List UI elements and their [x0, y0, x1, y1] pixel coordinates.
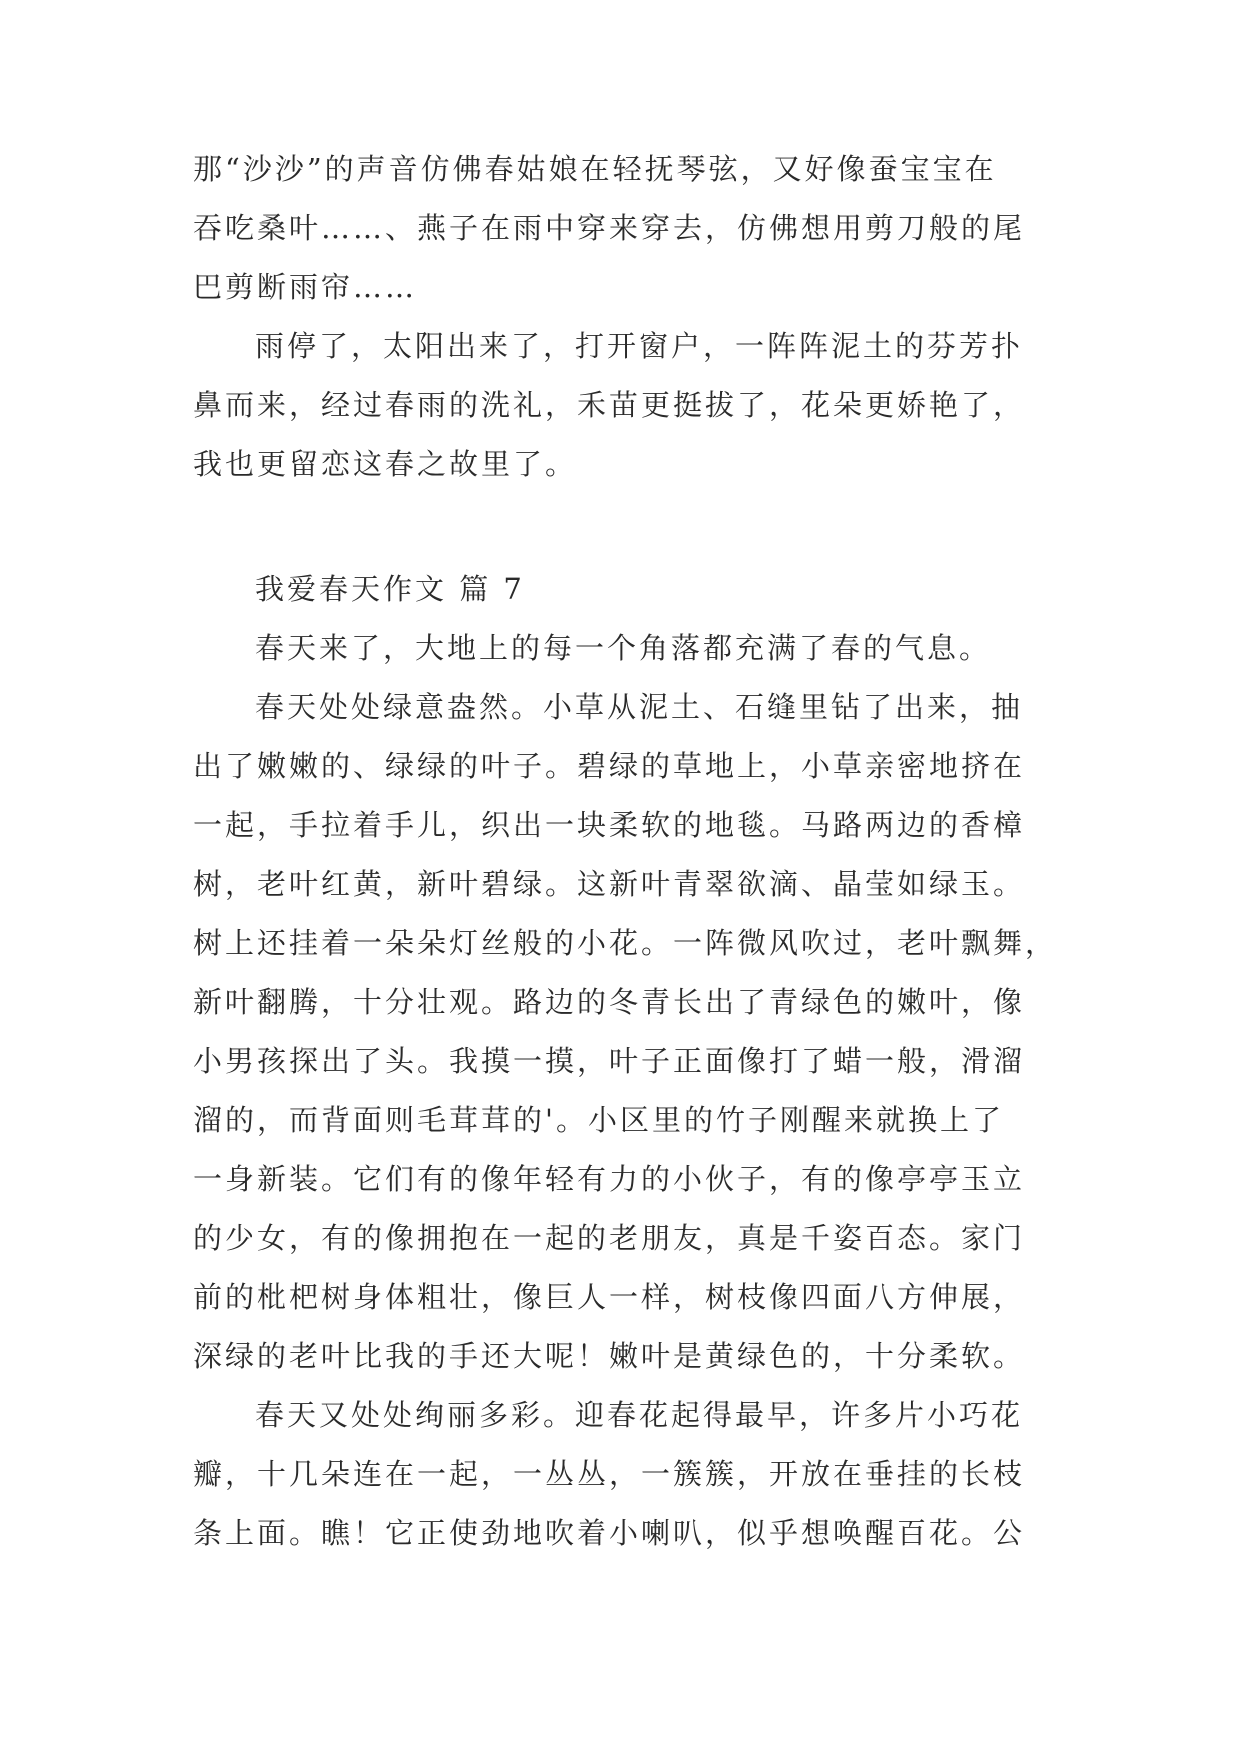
text-line: 溜的，而背面则毛茸茸的'。小区里的竹子刚醒来就换上了 — [193, 1103, 1004, 1137]
text-line: 一身新装。它们有的像年轻有力的小伙子，有的像亭亭玉立 — [193, 1162, 1026, 1196]
text-line: 鼻而来，经过春雨的洗礼，禾苗更挺拔了，花朵更娇艳了， — [193, 388, 1026, 422]
text-line: 雨停了，太阳出来了，打开窗户，一阵阵泥土的芬芳扑 — [255, 329, 1024, 363]
text-line: 的少女，有的像拥抱在一起的老朋友，真是千姿百态。家门 — [193, 1221, 1026, 1255]
text-line: 巴剪断雨帘…… — [193, 270, 418, 304]
paragraph — [193, 140, 1051, 317]
text-line: 吞吃桑叶……、燕子在雨中穿来穿去，仿佛想用剪刀般的尾 — [193, 211, 1026, 245]
essay-section — [193, 560, 1058, 1563]
paragraph — [193, 678, 1058, 1386]
text-line: 一起，手拉着手儿，织出一块柔软的地毯。马路两边的香樟 — [193, 808, 1026, 842]
text-line: 树，老叶红黄，新叶碧绿。这新叶青翠欲滴、晶莹如绿玉。 — [193, 867, 1026, 901]
essay-title: 我爱春天作文 篇 7 — [255, 572, 525, 606]
text-line: 那“沙沙”的声音仿佛春姑娘在轻抚琴弦，又好像蚕宝宝在 — [193, 152, 997, 186]
paragraph — [193, 1386, 1051, 1563]
paragraph — [193, 317, 1051, 494]
text-line: 新叶翻腾，十分壮观。路边的冬青长出了青绿色的嫩叶，像 — [193, 985, 1026, 1019]
text-line: 条上面。瞧！它正使劲地吹着小喇叭，似乎想唤醒百花。公 — [193, 1516, 1026, 1550]
text-line: 前的枇杷树身体粗壮，像巨人一样，树枝像四面八方伸展， — [193, 1280, 1026, 1314]
text-line: 春天来了，大地上的每一个角落都充满了春的气息。 — [255, 631, 992, 665]
text-line: 深绿的老叶比我的手还大呢！嫩叶是黄绿色的，十分柔软。 — [193, 1339, 1026, 1373]
previous-essay-ending — [193, 140, 1051, 494]
text-line: 瓣，十几朵连在一起，一丛丛，一簇簇，开放在垂挂的长枝 — [193, 1457, 1026, 1491]
paragraph — [193, 619, 1051, 678]
text-line: 出了嫩嫩的、绿绿的叶子。碧绿的草地上，小草亲密地挤在 — [193, 749, 1026, 783]
text-line: 春天又处处绚丽多彩。迎春花起得最早，许多片小巧花 — [255, 1398, 1024, 1432]
text-line: 小男孩探出了头。我摸一摸，叶子正面像打了蜡一般，滑溜 — [193, 1044, 1026, 1078]
text-line: 春天处处绿意盎然。小草从泥土、石缝里钻了出来，抽 — [255, 690, 1024, 724]
text-line: 我也更留恋这春之故里了。 — [193, 447, 578, 481]
text-line: 树上还挂着一朵朵灯丝般的小花。一阵微风吹过，老叶飘舞， — [193, 926, 1058, 960]
